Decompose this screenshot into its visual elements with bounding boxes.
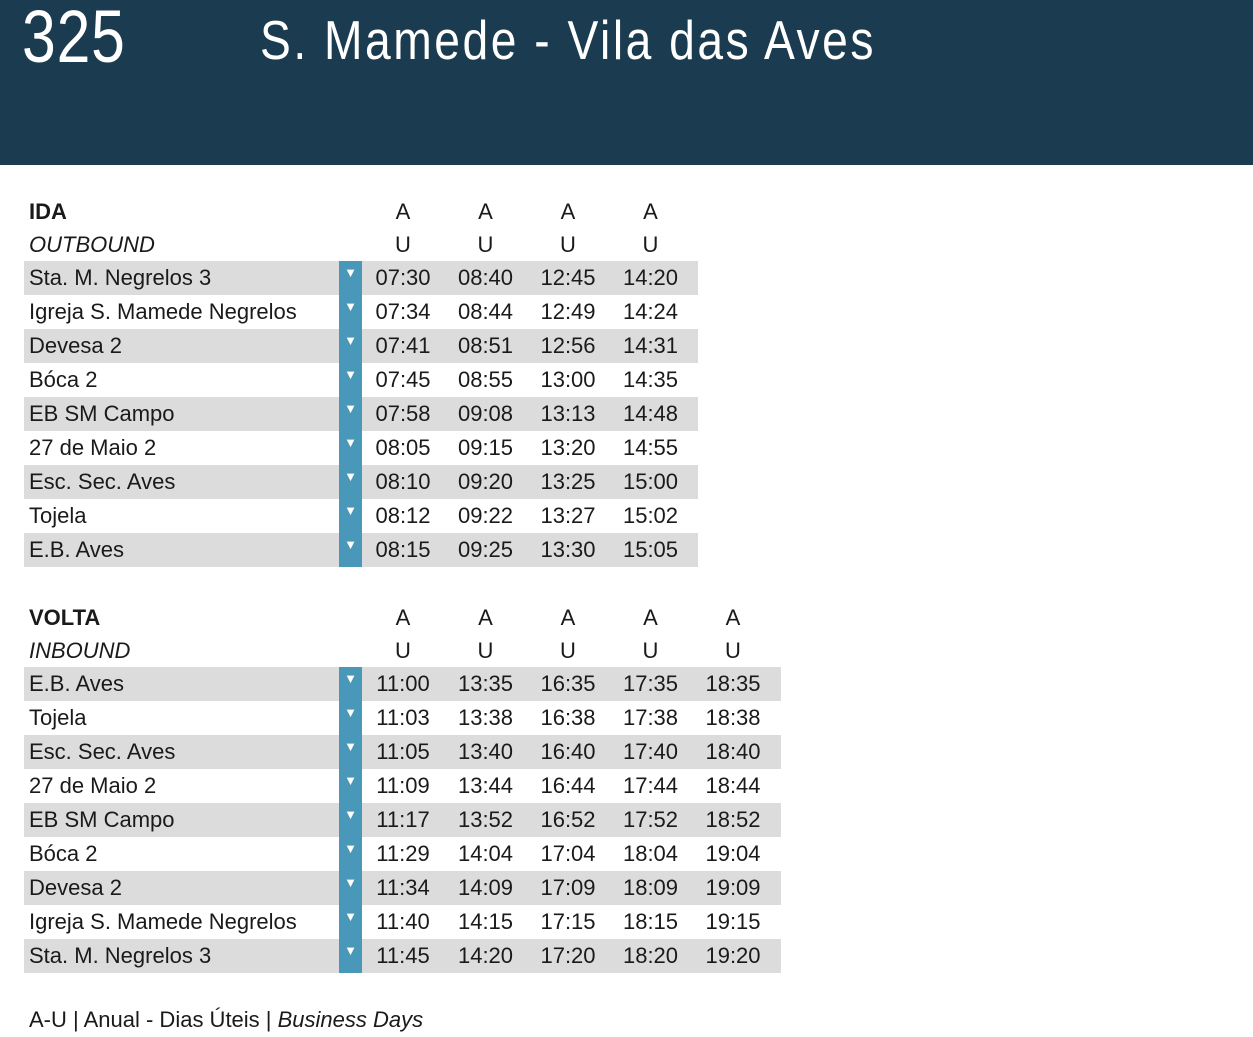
departure-time: 09:15 — [457, 435, 514, 460]
departure-time: 13:35 — [457, 671, 514, 696]
down-triangle-icon: ▼ — [344, 503, 357, 518]
departure-time: 11:29 — [376, 841, 430, 866]
legend-text-en: Business Days — [277, 1007, 424, 1032]
service-code-bottom: U — [477, 232, 494, 257]
service-code-top: A — [395, 605, 411, 630]
service-code-bottom: U — [560, 638, 576, 663]
table-row — [24, 499, 698, 533]
header-bar — [0, 0, 1253, 165]
departure-time: 17:15 — [540, 909, 596, 934]
section-title: VOLTA — [29, 605, 101, 630]
service-code-top: A — [478, 605, 493, 630]
service-code-bottom: U — [477, 638, 494, 663]
outbound-timetable — [24, 195, 698, 567]
departure-time: 07:58 — [375, 401, 431, 426]
stop-name: E.B. Aves — [29, 537, 124, 562]
departure-time: 18:20 — [622, 943, 679, 968]
direction-marker — [339, 871, 362, 905]
departure-time: 14:20 — [622, 265, 679, 290]
departure-time: 08:55 — [457, 367, 514, 392]
direction-marker — [339, 533, 362, 567]
departure-time: 14:31 — [622, 333, 679, 358]
departure-time: 17:44 — [622, 773, 679, 798]
departure-time: 14:20 — [457, 943, 514, 968]
direction-marker — [339, 803, 362, 837]
departure-time: 17:40 — [622, 739, 679, 764]
down-triangle-icon: ▼ — [344, 943, 357, 958]
stop-name: Sta. M. Negrelos 3 — [29, 265, 212, 290]
departure-time: 12:49 — [540, 299, 596, 324]
departure-time: 17:38 — [622, 705, 679, 730]
stop-name: Igreja S. Mamede Negrelos — [29, 299, 297, 324]
departure-time: 14:09 — [457, 875, 514, 900]
departure-time: 16:44 — [540, 773, 596, 798]
departure-time: 18:35 — [705, 671, 761, 696]
table-row — [24, 939, 781, 973]
table-row — [24, 735, 781, 769]
direction-marker — [339, 905, 362, 939]
stop-name: Igreja S. Mamede Negrelos — [29, 909, 297, 934]
departure-time: 16:38 — [540, 705, 596, 730]
service-code-top: A — [643, 605, 658, 630]
departure-time: 11:00 — [376, 671, 430, 696]
stop-name: 27 de Maio 2 — [29, 773, 157, 798]
departure-time: 13:38 — [457, 705, 514, 730]
departure-time: 16:40 — [540, 739, 596, 764]
table-row — [24, 803, 781, 837]
down-triangle-icon: ▼ — [344, 807, 357, 822]
departure-time: 18:52 — [705, 807, 761, 832]
section-subtitle: INBOUND — [29, 638, 131, 663]
service-code-bottom: U — [395, 638, 411, 663]
departure-time: 11:45 — [376, 943, 430, 968]
service-code-bottom: U — [642, 638, 659, 663]
direction-marker — [339, 667, 362, 701]
departure-time: 17:04 — [540, 841, 596, 866]
departure-time: 19:20 — [705, 943, 761, 968]
departure-time: 14:15 — [457, 909, 514, 934]
departure-time: 11:34 — [376, 875, 430, 900]
down-triangle-icon: ▼ — [344, 739, 357, 754]
departure-time: 09:25 — [457, 537, 514, 562]
down-triangle-icon: ▼ — [344, 705, 357, 720]
direction-marker — [339, 397, 362, 431]
table-row — [24, 295, 698, 329]
departure-time: 19:09 — [705, 875, 761, 900]
departure-time: 08:15 — [375, 537, 431, 562]
down-triangle-icon: ▼ — [344, 841, 357, 856]
stop-name: Tojela — [29, 503, 87, 528]
departure-time: 11:40 — [376, 909, 430, 934]
service-code-top: A — [725, 605, 741, 630]
stop-name: Esc. Sec. Aves — [29, 469, 176, 494]
departure-time: 13:20 — [540, 435, 596, 460]
departure-time: 13:30 — [540, 537, 596, 562]
legend-text: A-U | Anual - Dias Úteis | — [29, 1007, 278, 1032]
departure-time: 11:05 — [376, 739, 430, 764]
service-code-bottom: U — [395, 232, 411, 257]
section-header-row — [24, 601, 781, 634]
down-triangle-icon: ▼ — [344, 299, 357, 314]
direction-marker — [339, 939, 362, 973]
departure-time: 16:52 — [540, 807, 596, 832]
departure-time: 08:44 — [457, 299, 514, 324]
down-triangle-icon: ▼ — [344, 469, 357, 484]
departure-time: 19:04 — [705, 841, 761, 866]
departure-time: 11:03 — [376, 705, 430, 730]
departure-time: 15:02 — [622, 503, 679, 528]
table-row — [24, 431, 698, 465]
departure-time: 07:45 — [375, 367, 431, 392]
departure-time: 14:55 — [622, 435, 679, 460]
direction-marker — [339, 431, 362, 465]
table-row — [24, 261, 698, 295]
departure-time: 07:34 — [375, 299, 431, 324]
stop-name: EB SM Campo — [29, 807, 175, 832]
service-code-top: A — [643, 199, 658, 224]
table-row — [24, 397, 698, 431]
departure-time: 18:38 — [705, 705, 761, 730]
table-row — [24, 905, 781, 939]
stop-name: E.B. Aves — [29, 671, 124, 696]
departure-time: 14:04 — [457, 841, 514, 866]
table-row — [24, 329, 698, 363]
departure-time: 07:41 — [375, 333, 431, 358]
departure-time: 13:52 — [457, 807, 514, 832]
departure-time: 15:05 — [622, 537, 679, 562]
down-triangle-icon: ▼ — [344, 401, 357, 416]
departure-time: 18:15 — [622, 909, 679, 934]
route-number: 325 — [22, 0, 126, 78]
departure-time: 19:15 — [705, 909, 761, 934]
stop-name: Bóca 2 — [29, 841, 98, 866]
table-row — [24, 363, 698, 397]
stop-name: EB SM Campo — [29, 401, 175, 426]
departure-time: 08:05 — [375, 435, 431, 460]
departure-time: 15:00 — [622, 469, 679, 494]
stop-name: Devesa 2 — [29, 875, 122, 900]
departure-time: 13:27 — [540, 503, 596, 528]
service-code-top: A — [560, 605, 576, 630]
down-triangle-icon: ▼ — [344, 333, 357, 348]
departure-time: 18:40 — [705, 739, 761, 764]
direction-marker — [339, 465, 362, 499]
departure-time: 17:35 — [622, 671, 679, 696]
direction-marker — [339, 499, 362, 533]
departure-time: 17:52 — [622, 807, 679, 832]
departure-time: 09:20 — [457, 469, 514, 494]
table-row — [24, 701, 781, 735]
direction-marker — [339, 261, 362, 295]
section-header-row — [24, 195, 698, 228]
service-code-bottom: U — [560, 232, 576, 257]
table-row — [24, 769, 781, 803]
departure-time: 13:44 — [457, 773, 514, 798]
direction-marker — [339, 329, 362, 363]
stop-name: Devesa 2 — [29, 333, 122, 358]
direction-marker — [339, 701, 362, 735]
departure-time: 09:08 — [457, 401, 514, 426]
down-triangle-icon: ▼ — [344, 537, 357, 552]
stop-name: Sta. M. Negrelos 3 — [29, 943, 212, 968]
departure-time: 14:24 — [622, 299, 679, 324]
direction-marker — [339, 295, 362, 329]
departure-time: 08:51 — [457, 333, 514, 358]
departure-time: 14:35 — [622, 367, 679, 392]
down-triangle-icon: ▼ — [344, 265, 357, 280]
section-subheader-row — [24, 634, 781, 667]
service-code-bottom: U — [642, 232, 659, 257]
stop-name: Tojela — [29, 705, 87, 730]
service-code-top: A — [560, 199, 576, 224]
down-triangle-icon: ▼ — [344, 367, 357, 382]
down-triangle-icon: ▼ — [344, 875, 357, 890]
table-row — [24, 667, 781, 701]
departure-time: 18:09 — [622, 875, 679, 900]
departure-time: 13:40 — [457, 739, 514, 764]
service-code-top: A — [478, 199, 493, 224]
departure-time: 08:10 — [375, 469, 431, 494]
direction-marker — [339, 837, 362, 871]
stop-name: 27 de Maio 2 — [29, 435, 157, 460]
departure-time: 17:09 — [540, 875, 596, 900]
down-triangle-icon: ▼ — [344, 435, 357, 450]
direction-marker — [339, 735, 362, 769]
table-row — [24, 465, 698, 499]
down-triangle-icon: ▼ — [344, 671, 357, 686]
departure-time: 18:04 — [622, 841, 679, 866]
service-code-bottom: U — [725, 638, 741, 663]
departure-time: 11:09 — [376, 773, 430, 798]
departure-time: 17:20 — [540, 943, 596, 968]
departure-time: 11:17 — [376, 807, 430, 832]
departure-time: 08:40 — [457, 265, 514, 290]
table-row — [24, 837, 781, 871]
direction-marker — [339, 769, 362, 803]
departure-time: 09:22 — [457, 503, 514, 528]
section-subheader-row — [24, 228, 698, 261]
direction-marker — [339, 363, 362, 397]
departure-time: 13:25 — [540, 469, 596, 494]
inbound-timetable — [24, 601, 781, 973]
down-triangle-icon: ▼ — [344, 773, 357, 788]
departure-time: 07:30 — [375, 265, 431, 290]
section-title: IDA — [29, 199, 67, 224]
departure-time: 12:45 — [540, 265, 596, 290]
departure-time: 08:12 — [375, 503, 431, 528]
departure-time: 18:44 — [705, 773, 761, 798]
service-code-top: A — [395, 199, 411, 224]
departure-time: 13:00 — [540, 367, 596, 392]
table-row — [24, 533, 698, 567]
departure-time: 13:13 — [540, 401, 596, 426]
down-triangle-icon: ▼ — [344, 909, 357, 924]
departure-time: 12:56 — [540, 333, 596, 358]
route-name: S. Mamede - Vila das Aves — [260, 9, 876, 71]
stop-name: Esc. Sec. Aves — [29, 739, 176, 764]
table-row — [24, 871, 781, 905]
section-subtitle: OUTBOUND — [29, 232, 155, 257]
departure-time: 16:35 — [540, 671, 596, 696]
stop-name: Bóca 2 — [29, 367, 98, 392]
departure-time: 14:48 — [622, 401, 679, 426]
